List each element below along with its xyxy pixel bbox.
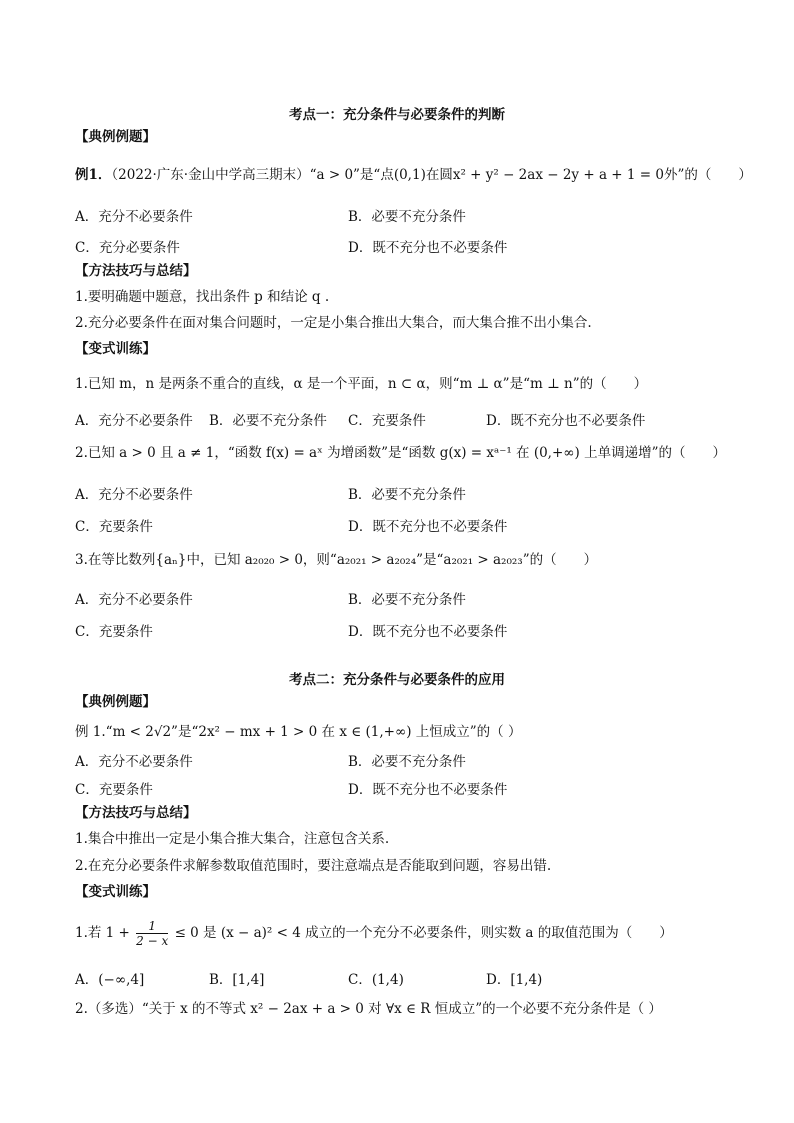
- section1-method-item-2: 2.充分必要条件在面对集合问题时，一定是小集合推出大集合，而大集合推不出小集合.: [75, 315, 592, 331]
- section2-title: 考点二：充分条件与必要条件的应用: [289, 672, 505, 688]
- s1-q3-option-b: B．必要不充分条件: [348, 592, 466, 608]
- s2-example1-text: 例 1.“m < 2√2”是“2x² − mx + 1 > 0 在 x ∈ (1,+∞) 上恒成立”的（ ）: [75, 724, 522, 740]
- section1-method-header: 【方法技巧与总结】: [75, 263, 197, 279]
- section1-example1: [75, 165, 752, 185]
- section2-method-item-2: 2.在充分必要条件求解参数取值范围时，要注意端点是否能取到问题，容易出错.: [75, 858, 552, 874]
- s2-q1-text: [75, 915, 673, 951]
- s1-ex1-option-b: B．必要不充分条件: [348, 209, 466, 225]
- s1-q2-text: 2.已知 a > 0 且 a ≠ 1，“函数 f(x) = aˣ 为增函数”是“函数 g(x) = xᵃ⁻¹ 在 (0,+∞) 上单调递增”的（ ）: [75, 445, 726, 461]
- s1-q1-text: 1.已知 m，n 是两条不重合的直线，α 是一个平面，n ⊂ α，则“m ⊥ α”是“m ⊥ n”的（ ）: [75, 376, 648, 392]
- s2-ex1-option-a: A．充分不必要条件: [75, 754, 193, 770]
- section2-method-item-1: 1.集合中推出一定是小集合推大集合，注意包含关系.: [75, 831, 390, 847]
- s1-q3-option-a: A．充分不必要条件: [75, 592, 193, 608]
- s1-ex1-option-a: A．充分不必要条件: [75, 209, 193, 225]
- section1-title: 考点一：充分条件与必要条件的判断: [289, 107, 505, 123]
- s1-ex1-option-d: D．既不充分也不必要条件: [348, 240, 508, 256]
- s1-q2-option-c: C．充要条件: [75, 519, 153, 535]
- s1-q2-option-d: D．既不充分也不必要条件: [348, 519, 508, 535]
- s2-q2-text: 2.（多选）“关于 x 的不等式 x² − 2ax + a > 0 对 ∀x ∈ R 恒成立”的一个必要不充分条件是（ ）: [75, 1001, 662, 1017]
- s1-q1-option-b: B．必要不充分条件: [209, 413, 327, 429]
- s2-q1-option-b: B．[1,4]: [209, 972, 265, 988]
- section1-typical-header: 【典例例题】: [75, 129, 156, 145]
- s2-q1-option-a: A．(−∞,4]: [75, 972, 145, 988]
- section1-practice-header: 【变式训练】: [75, 341, 156, 357]
- s1-q1-option-a: A．充分不必要条件: [75, 413, 193, 429]
- section2-typical-header: 【典例例题】: [75, 694, 156, 710]
- s2-q1-suffix: ≤ 0 是 (x − a)² < 4 成立的一个充分不必要条件，则实数 a 的取值范围为（ ）: [174, 925, 673, 941]
- s1-q1-option-c: C．充要条件: [348, 413, 426, 429]
- s1-q2-option-b: B．必要不充分条件: [348, 487, 466, 503]
- s1-q3-option-d: D．既不充分也不必要条件: [348, 624, 508, 640]
- s1-q2-option-a: A．充分不必要条件: [75, 487, 193, 503]
- s2-ex1-option-b: B．必要不充分条件: [348, 754, 466, 770]
- s2-q1-option-c: C．(1,4): [348, 972, 404, 988]
- example1-text: （2022·广东·金山中学高三期末）“a > 0”是“点(0,1)在圆x² + y² − 2ax − 2y + a + 1 = 0外”的（ ）: [111, 167, 752, 183]
- section2-practice-header: 【变式训练】: [75, 884, 156, 900]
- s1-q3-option-c: C．充要条件: [75, 624, 153, 640]
- section1-method-item-1: 1.要明确题中题意，找出条件 p 和结论 q .: [75, 289, 330, 305]
- s1-q3-text: 3.在等比数列{aₙ}中，已知 a₂₀₂₀ > 0，则“a₂₀₂₁ > a₂₀₂₄”是“a₂₀₂₁ > a₂₀₂₃”的（ ）: [75, 552, 598, 568]
- s2-ex1-option-c: C．充要条件: [75, 782, 153, 798]
- s1-ex1-option-c: C．充分必要条件: [75, 240, 180, 256]
- example-label: 例1．: [75, 167, 112, 183]
- fraction: [136, 919, 168, 948]
- s2-q1-prefix: 1.若 1 +: [75, 925, 130, 941]
- s2-ex1-option-d: D．既不充分也不必要条件: [348, 782, 508, 798]
- s1-q1-option-d: D．既不充分也不必要条件: [486, 413, 646, 429]
- fraction-numerator: 1: [136, 919, 168, 934]
- s2-q1-option-d: D．[1,4): [486, 972, 543, 988]
- fraction-denominator: 2 − x: [136, 934, 169, 948]
- section2-method-header: 【方法技巧与总结】: [75, 805, 197, 821]
